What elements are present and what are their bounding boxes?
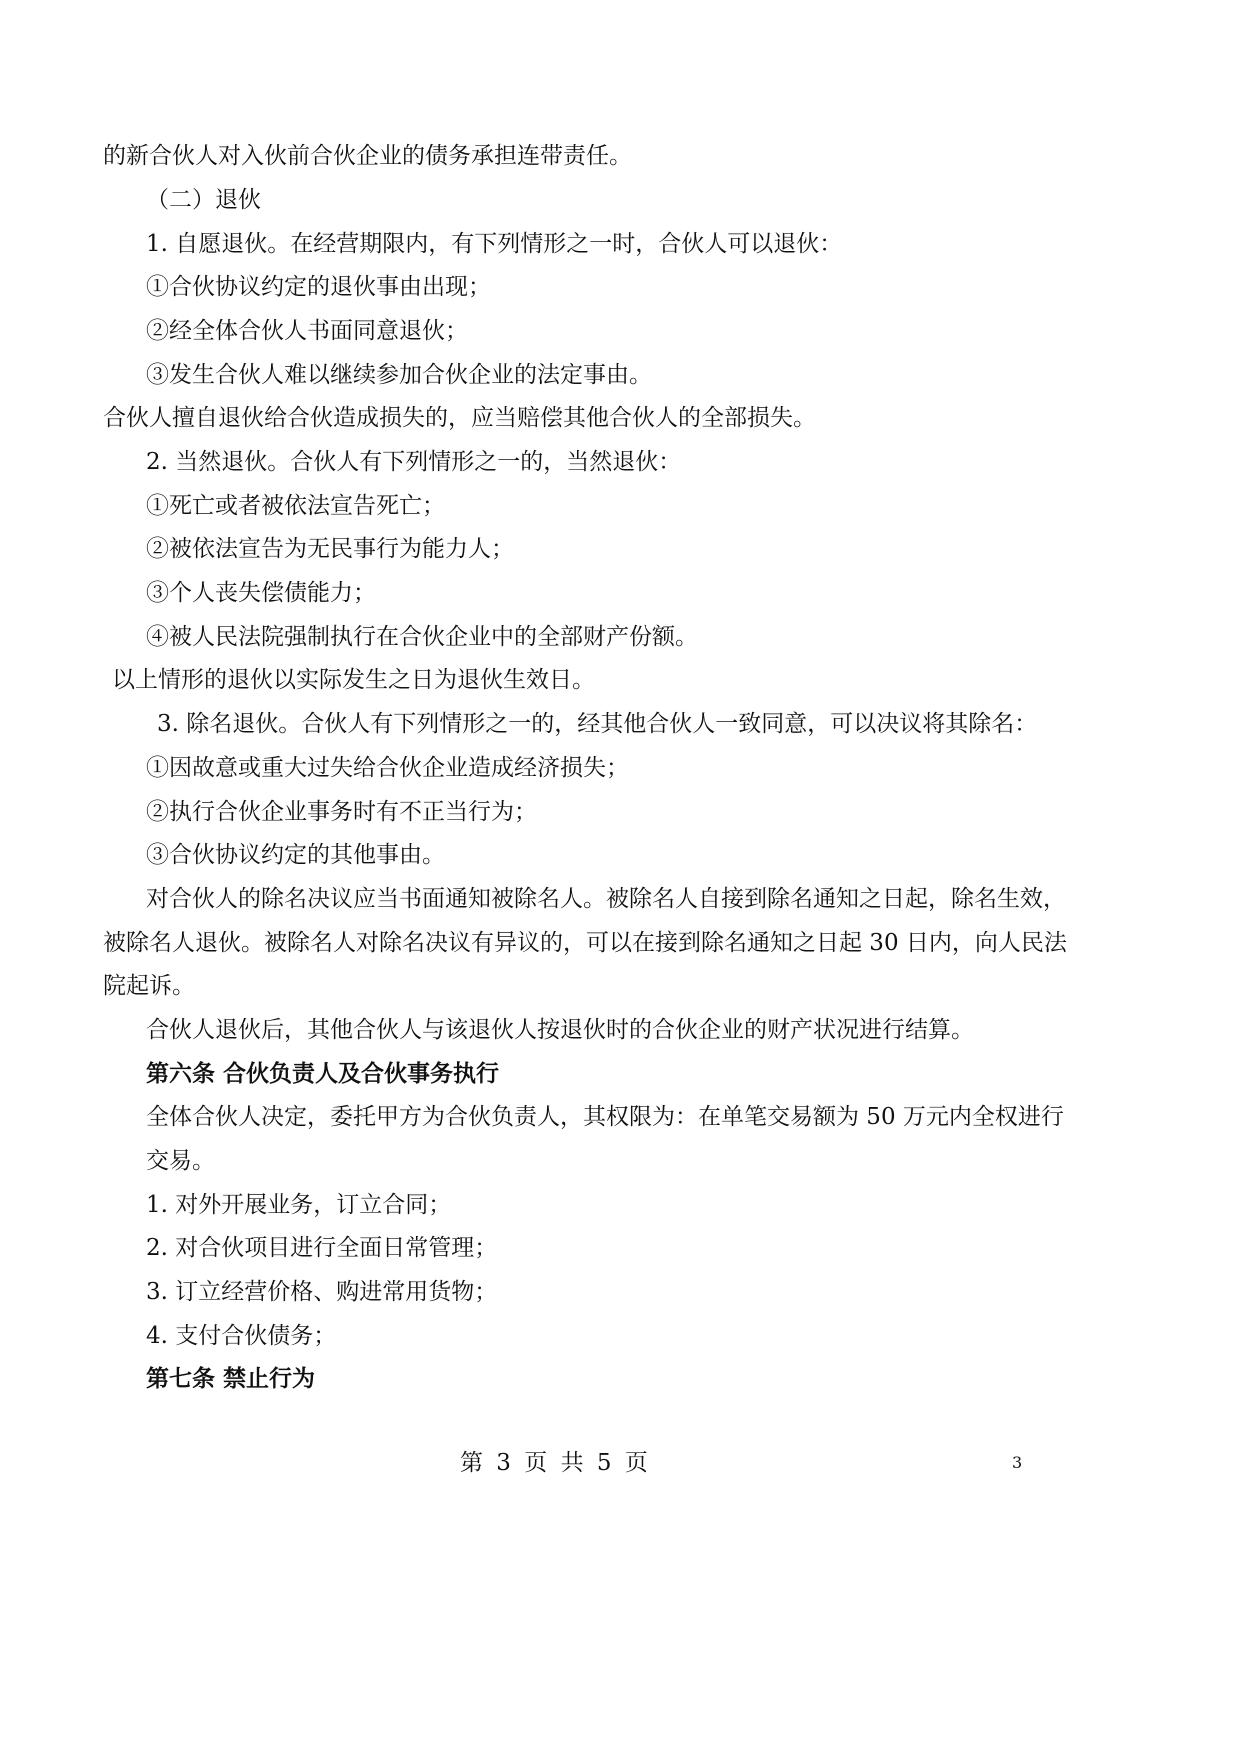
list-item: 2. 对合伙项目进行全面日常管理； — [146, 1235, 498, 1261]
text-line: 3. 除名退伙。合伙人有下列情形之一的，经其他合伙人一致同意，可以决议将其除名： — [157, 711, 1038, 737]
text-line: 被除名人退伙。被除名人对除名决议有异议的，可以在接到除名通知之日起 30 日内，向人民法 — [103, 930, 1067, 956]
text-line: 以上情形的退伙以实际发生之日为退伙生效日。 — [112, 667, 595, 693]
section-heading: （二）退伙 — [146, 187, 261, 213]
text-line: 合伙人退伙后，其他合伙人与该退伙人按退伙时的合伙企业的财产状况进行结算。 — [146, 1017, 974, 1043]
text-line: 1. 自愿退伙。在经营期限内，有下列情形之一时，合伙人可以退伙： — [146, 231, 843, 257]
text-line: 的新合伙人对入伙前合伙企业的债务承担连带责任。 — [103, 143, 632, 169]
list-item: ③合伙协议约定的其他事由。 — [146, 842, 445, 868]
list-item: 4. 支付合伙债务； — [146, 1323, 337, 1349]
text-line: 交易。 — [146, 1148, 215, 1174]
text-line: 全体合伙人决定，委托甲方为合伙负责人，其权限为：在单笔交易额为 50 万元内全权进行 — [146, 1104, 1064, 1130]
article-heading: 第七条 禁止行为 — [146, 1366, 316, 1392]
list-item: ①死亡或者被依法宣告死亡； — [146, 493, 445, 519]
page-number: 3 — [1012, 1453, 1023, 1472]
list-item: ④被人民法院强制执行在合伙企业中的全部财产份额。 — [146, 624, 698, 650]
text-line: 2. 当然退伙。合伙人有下列情形之一的，当然退伙： — [146, 449, 682, 475]
list-item: ②经全体合伙人书面同意退伙； — [146, 318, 468, 344]
text-line: 对合伙人的除名决议应当书面通知被除名人。被除名人自接到除名通知之日起，除名生效， — [146, 886, 1066, 912]
list-item: ②执行合伙企业事务时有不正当行为； — [146, 799, 537, 825]
list-item: ③个人丧失偿债能力； — [146, 580, 376, 606]
text-line: 合伙人擅自退伙给合伙造成损失的，应当赔偿其他合伙人的全部损失。 — [103, 405, 816, 431]
list-item: ①合伙协议约定的退伙事由出现； — [146, 274, 491, 300]
list-item: ①因故意或重大过失给合伙企业造成经济损失； — [146, 755, 629, 781]
text-line: 院起诉。 — [103, 973, 195, 999]
page-footer: 第 3 页 共 5 页 — [460, 1450, 651, 1476]
list-item: ③发生合伙人难以继续参加合伙企业的法定事由。 — [146, 362, 652, 388]
list-item: 3. 订立经营价格、购进常用货物； — [146, 1279, 498, 1305]
article-heading: 第六条 合伙负责人及合伙事务执行 — [146, 1061, 500, 1087]
list-item: 1. 对外开展业务，订立合同； — [146, 1192, 452, 1218]
list-item: ②被依法宣告为无民事行为能力人； — [146, 536, 514, 562]
